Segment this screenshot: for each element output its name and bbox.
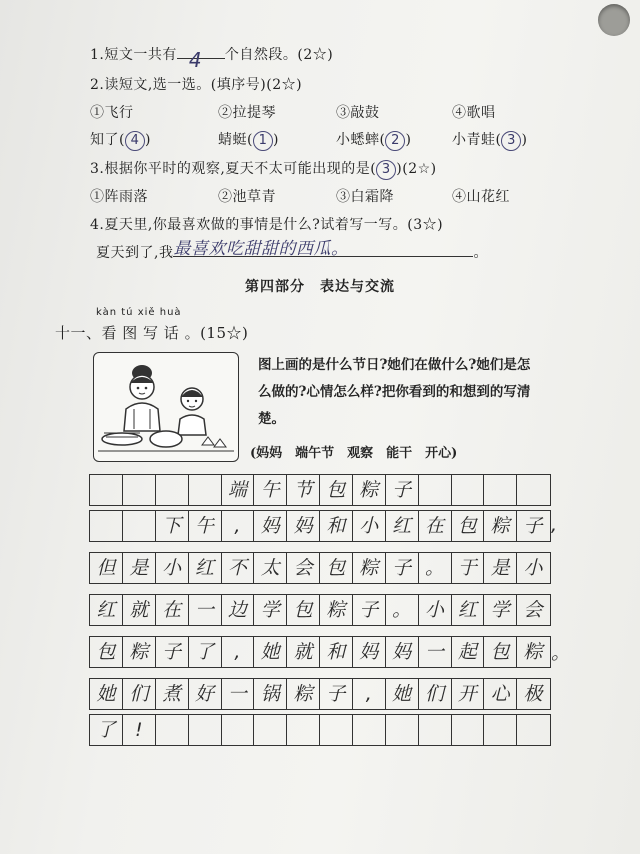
dragon-boat-festival-illustration (93, 352, 239, 462)
q4-answer: 最喜欢吃甜甜的西瓜。 (173, 239, 349, 259)
grid-cell: 但 (90, 553, 123, 583)
grid-cell (320, 715, 353, 745)
composition-row (89, 552, 551, 584)
grid-cell: 包 (320, 553, 353, 583)
grid-cell: 在 (156, 595, 189, 625)
grid-cell: 小 (523, 557, 543, 579)
grid-cell: , (221, 637, 254, 667)
grid-cell: 不 (221, 553, 254, 583)
q2-fill-close: ) (405, 132, 412, 148)
q2-fill-close: ) (521, 132, 528, 148)
grid-cell: 是 (123, 553, 156, 583)
answer-circle: 2 (385, 131, 405, 151)
q4-prefix: 夏天到了,我 (96, 245, 174, 261)
grid-cell: 学 (254, 595, 287, 625)
composition-row (89, 714, 551, 746)
q11-title: 十一、看 图 写 话 。(15☆) (55, 324, 249, 342)
grid-cell (451, 475, 484, 505)
grid-cell: 好 (189, 679, 222, 709)
grid-cell: 太 (254, 553, 287, 583)
grid-cell (90, 475, 123, 505)
q2-option-2: ②拉提琴 (218, 105, 276, 121)
grid-cell: 午 (254, 475, 287, 505)
grid-cell: 了 (90, 715, 123, 745)
q11-keywords: (妈妈 端午节 观察 能干 开心) (250, 446, 458, 461)
composition-row (89, 678, 551, 710)
grid-cell: 包 (451, 511, 484, 541)
composition-row (89, 636, 551, 668)
grid-cell: 起 (451, 637, 484, 667)
q2-option-4: ④歌唱 (452, 105, 496, 121)
q3-option-4: ④山花红 (452, 189, 510, 205)
q2-fill-4 (452, 129, 527, 151)
grid-cell: 包 (320, 475, 353, 505)
grid-cell: 红 (189, 553, 222, 583)
grid-cell (451, 715, 484, 745)
illustration-drawing (94, 353, 238, 461)
q4-answer-blank (173, 240, 473, 257)
q2-fill-label: 蜻蜓( (218, 132, 253, 148)
grid-cell (123, 475, 156, 505)
punch-hole (598, 4, 630, 36)
grid-cell: 小 (353, 511, 386, 541)
q2-option-3: ③敲鼓 (336, 105, 380, 121)
grid-cell: 和 (320, 511, 353, 541)
grid-cell: 午 (189, 511, 222, 541)
grid-cell (254, 715, 287, 745)
question-1 (90, 44, 334, 72)
grid-cell: 在 (419, 511, 452, 541)
section-title: 第四部分 表达与交流 (245, 279, 395, 295)
grid-cell: 一 (221, 679, 254, 709)
grid-cell: 包 (484, 637, 517, 667)
composition-row (89, 510, 551, 542)
q2-option-1: ①飞行 (90, 105, 134, 121)
grid-cell: 子 (523, 515, 543, 537)
grid-cell: 。 (386, 595, 419, 625)
grid-cell: 子 (353, 595, 386, 625)
grid-cell: 粽 (123, 637, 156, 667)
grid-cell: 她 (386, 679, 419, 709)
grid-cell: 粽 (484, 511, 517, 541)
grid-cell: 妈 (287, 511, 320, 541)
q1-prefix: 1.短文一共有 (90, 47, 177, 63)
q4-prompt: 4.夏天里,你最喜欢做的事情是什么?试着写一写。(3☆) (90, 217, 444, 233)
q11-prompt: 图上画的是什么节日?她们在做什么?她们是怎么做的?心情怎么样?把你看到的和想到的写清楚。 (258, 357, 531, 427)
grid-cell: 节 (287, 475, 320, 505)
grid-cell (484, 475, 517, 505)
q1-answer-blank (177, 48, 225, 72)
grid-cell (517, 475, 549, 505)
q2-fill-label: 知了( (90, 132, 125, 148)
grid-cell: 她 (254, 637, 287, 667)
grid-cell: 小 (419, 595, 452, 625)
grid-cell: 小 (156, 553, 189, 583)
grid-cell: 红 (90, 595, 123, 625)
grid-cell: 学 (484, 595, 517, 625)
q3-prefix: 3.根据你平时的观察,夏天不太可能出现的是( (90, 161, 377, 177)
answer-circle: 1 (253, 131, 273, 151)
grid-cell: 红 (386, 511, 419, 541)
grid-cell: 心 (484, 679, 517, 709)
grid-cell: 锅 (254, 679, 287, 709)
grid-cell (90, 511, 123, 541)
grid-cell: 粽 (353, 475, 386, 505)
answer-circle: 3 (501, 131, 521, 151)
q3-option-3: ③白霜降 (336, 189, 394, 205)
grid-cell: 包 (90, 637, 123, 667)
q2-fill-label: 小青蛙( (452, 132, 502, 148)
q4-answer-line (96, 240, 488, 262)
grid-cell: 。 (419, 553, 452, 583)
grid-cell: , (221, 511, 254, 541)
grid-cell: 子 (156, 637, 189, 667)
grid-cell: 妈 (254, 511, 287, 541)
grid-cell: ! (123, 715, 156, 745)
q1-answer: 4 (188, 48, 203, 72)
answer-circle: 4 (125, 131, 145, 151)
grid-cell: 煮 (156, 679, 189, 709)
q11-pinyin: kàn tú xiě huà (96, 307, 182, 318)
grid-cell (353, 715, 386, 745)
q2-fill-close: ) (144, 132, 151, 148)
grid-cell: 是 (484, 553, 517, 583)
grid-cell: 包 (287, 595, 320, 625)
grid-cell: 了 (189, 637, 222, 667)
question-3 (90, 158, 437, 180)
grid-cell: 们 (123, 679, 156, 709)
grid-cell: 会 (287, 553, 320, 583)
grid-cell (156, 475, 189, 505)
grid-cell (386, 715, 419, 745)
grid-cell: 子 (320, 679, 353, 709)
composition-row (89, 474, 551, 506)
grid-cell: 们 (419, 679, 452, 709)
q3-option-1: ①阵雨落 (90, 189, 148, 205)
grid-cell (221, 715, 254, 745)
q3-option-2: ②池草青 (218, 189, 276, 205)
q3-suffix: )(2☆) (396, 161, 437, 177)
q2-fill-1 (90, 129, 151, 151)
grid-cell: 子 (386, 475, 419, 505)
q2-prompt: 2.读短文,选一选。(填序号)(2☆) (90, 77, 303, 93)
overflow-punctuation: 。 (551, 642, 571, 664)
grid-cell (189, 715, 222, 745)
grid-cell: 一 (189, 595, 222, 625)
grid-cell: 就 (123, 595, 156, 625)
grid-cell: 一 (419, 637, 452, 667)
grid-cell: 子 (386, 553, 419, 583)
grid-cell: 和 (320, 637, 353, 667)
grid-cell (156, 715, 189, 745)
grid-cell (189, 475, 222, 505)
grid-cell (419, 715, 452, 745)
q2-fill-close: ) (272, 132, 279, 148)
grid-cell: 粽 (320, 595, 353, 625)
grid-cell: 就 (287, 637, 320, 667)
grid-cell (287, 715, 320, 745)
q2-fill-3 (336, 129, 411, 151)
grid-cell: , (353, 679, 386, 709)
grid-cell: 粽 (523, 641, 543, 663)
grid-cell (484, 715, 517, 745)
grid-cell (517, 715, 549, 745)
q1-suffix: 个自然段。(2☆) (224, 47, 334, 63)
grid-cell: 红 (451, 595, 484, 625)
grid-cell: 边 (221, 595, 254, 625)
grid-cell: 于 (451, 553, 484, 583)
grid-cell: 开 (451, 679, 484, 709)
grid-cell (123, 511, 156, 541)
grid-cell: 妈 (386, 637, 419, 667)
grid-cell (419, 475, 452, 505)
grid-cell: 会 (523, 599, 543, 621)
q2-fill-label: 小蟋蟀( (336, 132, 386, 148)
composition-row (89, 594, 551, 626)
grid-cell: 粽 (287, 679, 320, 709)
grid-cell: 妈 (353, 637, 386, 667)
grid-cell: 她 (90, 679, 123, 709)
grid-cell: 极 (523, 683, 543, 705)
overflow-punctuation: , (551, 514, 558, 536)
q2-fill-2 (218, 129, 279, 151)
grid-cell: 下 (156, 511, 189, 541)
grid-cell: 端 (221, 475, 254, 505)
answer-circle: 3 (376, 160, 396, 180)
grid-cell: 粽 (353, 553, 386, 583)
q4-suffix: 。 (473, 245, 488, 261)
